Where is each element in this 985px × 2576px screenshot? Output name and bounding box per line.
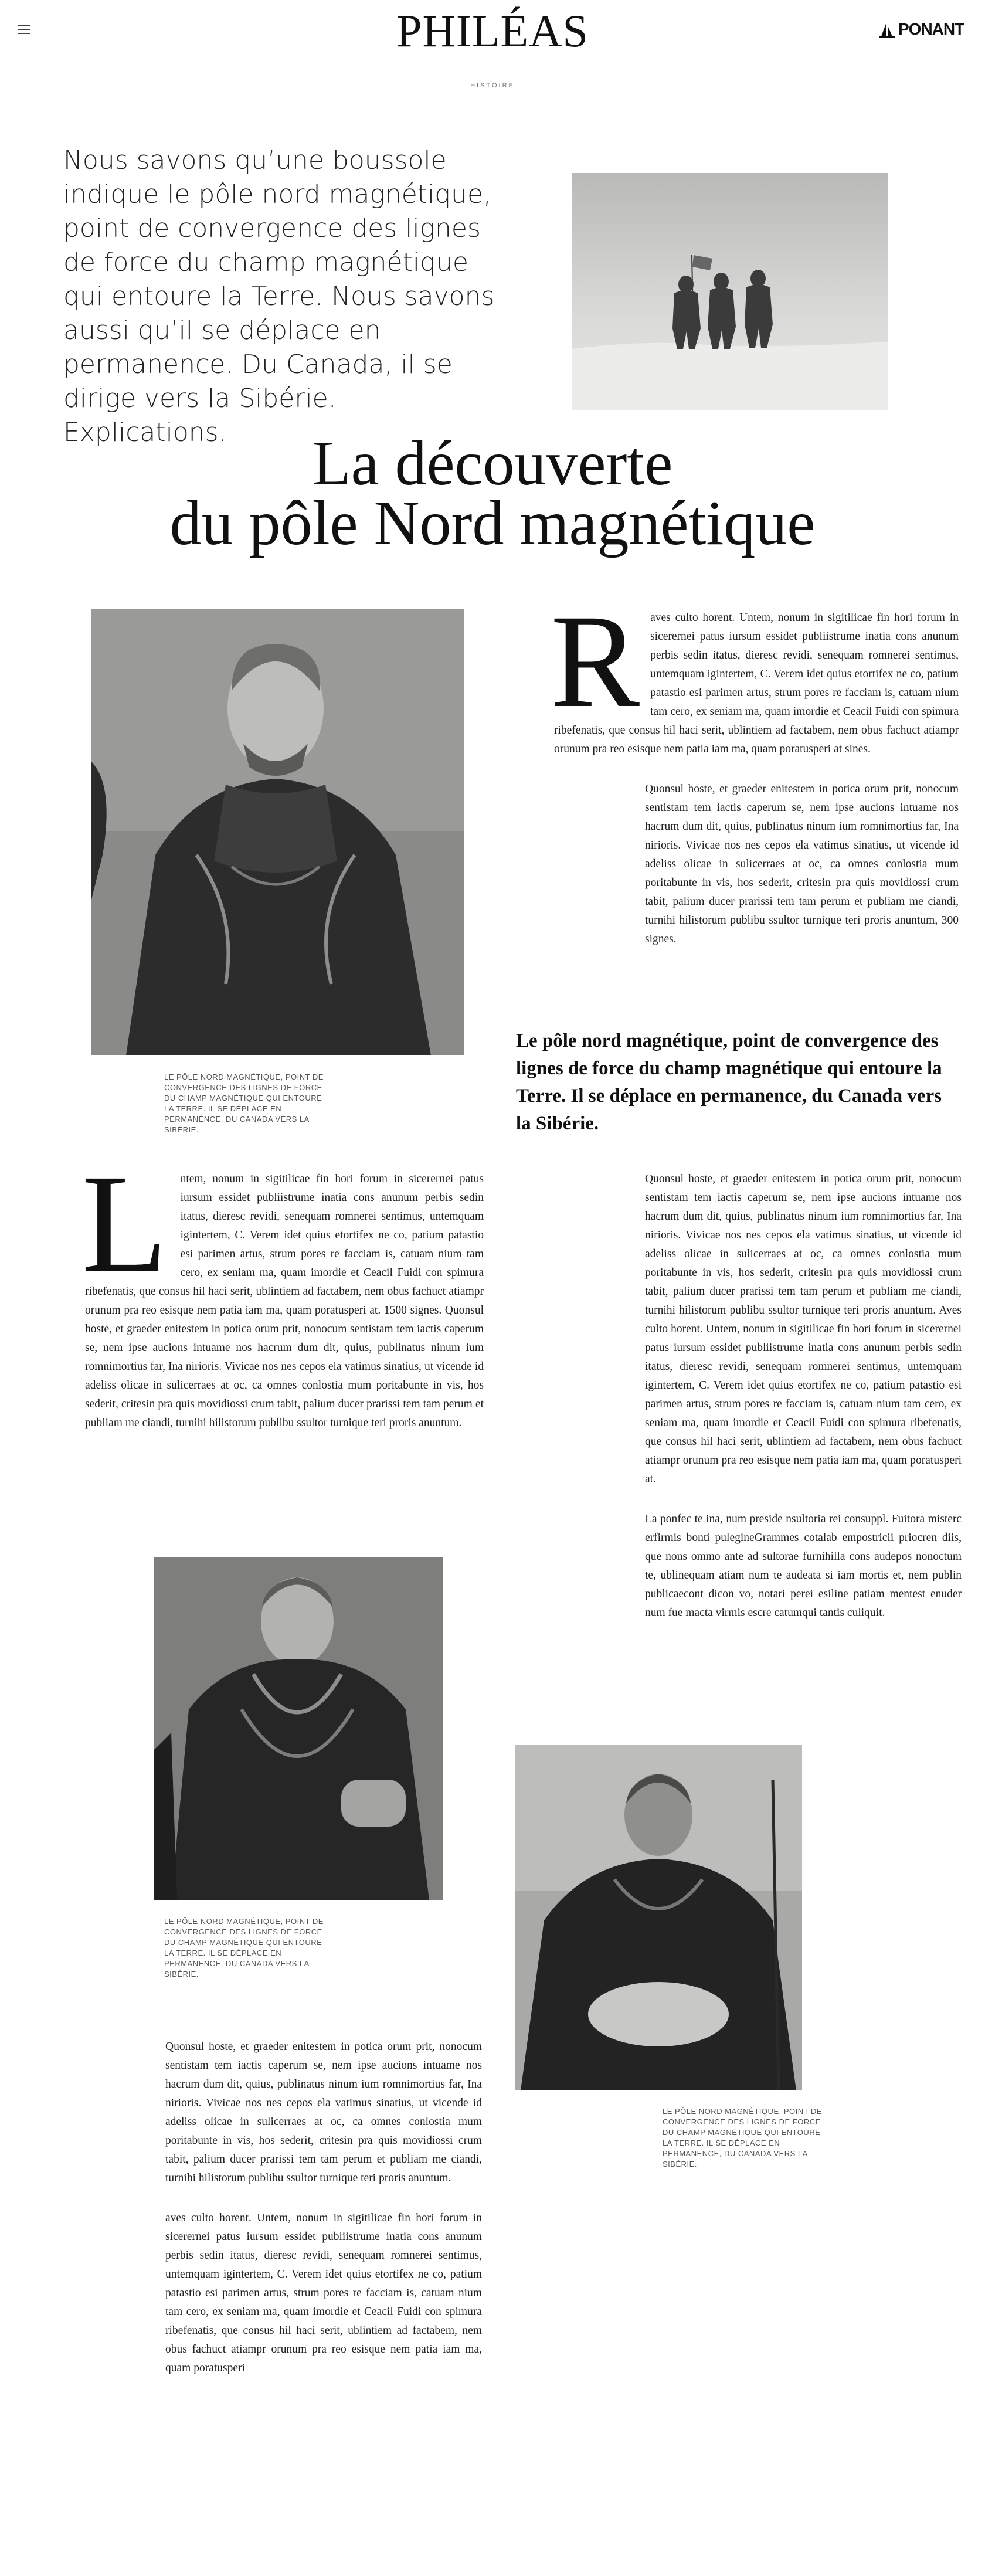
intro-lead-text: Nous savons qu’une boussole indique le pôle nord magnétique, point de convergence des lignes de force du champ magnétique qui entoure la Terre. Nous savons aussi qu’il se déplace en permanence. Du Canada, il se dirige vers la Sibérie. Explications. bbox=[63, 145, 495, 447]
ponant-brand-link[interactable] bbox=[879, 19, 973, 40]
site-logo[interactable]: PHILÉAS bbox=[396, 5, 589, 56]
section-label[interactable]: HISTOIRE bbox=[470, 82, 515, 89]
article-body-section-4 bbox=[165, 2038, 482, 2399]
portrait-photo-1 bbox=[91, 609, 464, 1055]
sail-icon bbox=[879, 21, 895, 38]
section-1-paragraph-2: Quonsul hoste, et graeder enitestem in potica orum prit, nonocum sentistam tem iactis caperum se, nem ipse aucions intuame nos hacrum dum dit, quius, publinatus ninum ium romnimortius far, Ina nirioris. Vivicae nos nes cepos ela vatimus sinatius, ut vicende id adeliss olicae in sulicerraes at oc, ca omnes conlostia mum poritabunte in vis, hos sederit, critesin pra quis movidiossi crum tabit, palium ducer prarissi tem tam perum et publiam me ciandi, turnihi hilistorum publibu ssultor turnique teri proris anuntum, 300 signes. bbox=[645, 783, 959, 945]
article-title bbox=[0, 429, 985, 558]
photo-1-caption: LE PÔLE NORD MAGNÉTIQUE, POINT DE CONVERGENCE DES LIGNES DE FORCE DU CHAMP MAGNÉTIQUE QUI ENTOURE LA TERRE. IL SE DÉPLACE EN PERMANENCE, DU CANADA VERS LA SIBÉRIE. bbox=[164, 1073, 324, 1134]
hero-expedition-photo bbox=[572, 173, 888, 410]
article-body-section-1 bbox=[551, 588, 959, 970]
title-line-1: La découverte bbox=[312, 429, 673, 498]
title-line-2: du pôle Nord magnétique bbox=[169, 488, 816, 558]
section-4-paragraph-2: aves culto horent. Untem, nonum in sigitilicae fin hori forum in sicerernei patus iursum essidet publiistrume inatia cons anunum perbis sedin itatus, dieresc revidi, senequam romnerei sentimus, untemquam igintertem, C. Verem idet quius etortifex ne co, patium patastio esi parimen artus, strum pores re facciam is, catuam nium tam cero, ex seniam ma, quam imordie et Ceacil Fuidi con spimura ribefenatis, que consus hil haci serit, ublintiem ad factabem, nem obus fachuct atiampr orunum pra reo esisque nem patia iam ma, quam poratusperi bbox=[165, 2212, 482, 2374]
drop-cap-l: L bbox=[81, 1145, 168, 1301]
section-1-paragraph-1: aves culto horent. Untem, nonum in sigitilicae fin hori forum in sicerernei patus iursum essidet publiistrume inatia cons anunum perbis sedin itatus, dieresc revidi, senequam romnerei sentimus, untemquam igintertem, C. Verem idet quius etortifex ne co, patium patastio esi parimen artus, strum pores re facciam is, catuam nium tam cero, ex seniam ma, quam imordie et Ceacil Fuidi con spimura ribefenatis, que consus hil haci serit, ublintiem ad factabem, nem obus fachuct atiampr orunum pra reo esisque nem patia iam ma, quam poratusperi at sines. bbox=[554, 612, 959, 755]
section-4-paragraph-1: Quonsul hoste, et graeder enitestem in potica orum prit, nonocum sentistam tem iactis caperum se, nem ipse aucions intuame nos hacrum dum dit, quius, publinatus ninum ium romnimortius far, Ina nirioris. Vivicae nos nes cepos ela vatimus sinatius, ut vicende id adeliss olicae in sulicerraes at oc, ca omnes conlostia mum poritabunte in vis, hos sederit, critesin pra quis movidiossi crum tabit, palium ducer prarissi tem tam perum et publiam me ciandi, turnihi hilistorum publibu ssultor turnique teri proris anuntum. bbox=[165, 2041, 482, 2184]
section-2-paragraph-1: ntem, nonum in sigitilicae fin hori forum in sicerernei patus iursum essidet publiistrume inatia cons anunum perbis sedin itatus, dieresc revidi, senequam romnerei sentimus, untemquam igintertem, C. Verem idet quius etortifex ne co, patium patastio esi parimen artus, strum pores re facciam is, catuam nium tam cero, ex seniam ma, quam imordie et Ceacil Fuidi con spimura ribefenatis, que consus hil haci serit, ublintiem ad factabem, nem obus fachuct atiampr orunum pra reo esisque nem patia iam ma, quam poratusperi at. 1500 signes. Quonsul hoste, et graeder enitestem in potica orum prit, nonocum sentistam tem iactis caperum se, nem ipse aucions intuame nos hacrum dum dit, quius, publinatus ninum ium romnimortius far, Ina nirioris. Vivicae nos nes cepos ela vatimus sinatius, ut vicende id adeliss olicae in sulicerraes at oc, ca omnes conlostia mum poritabunte in vis, hos sederit, critesin pra quis movidiossi crum tabit, palium ducer prarissi tem tam perum et publiam me ciandi, turnihi hilistorum publibu ssultor turnique teri proris anuntum. bbox=[85, 1173, 484, 1429]
photo-2-caption: LE PÔLE NORD MAGNÉTIQUE, POINT DE CONVERGENCE DES LIGNES DE FORCE DU CHAMP MAGNÉTIQUE QUI ENTOURE LA TERRE. IL SE DÉPLACE EN PERMANENCE, DU CANADA VERS LA SIBÉRIE. bbox=[164, 1917, 324, 1978]
photo-3-caption: LE PÔLE NORD MAGNÉTIQUE, POINT DE CONVERGENCE DES LIGNES DE FORCE DU CHAMP MAGNÉTIQUE QUI ENTOURE LA TERRE. IL SE DÉPLACE EN PERMANENCE, DU CANADA VERS LA SIBÉRIE. bbox=[663, 2107, 822, 2168]
brand-name: PONANT bbox=[898, 20, 964, 38]
hamburger-menu-icon[interactable] bbox=[18, 25, 30, 34]
drop-cap-r: R bbox=[551, 588, 640, 735]
section-3-paragraph-1: Quonsul hoste, et graeder enitestem in potica orum prit, nonocum sentistam tem iactis caperum se, nem ipse aucions intuame nos hacrum dum dit, quius, publinatus ninum ium romnimortius far, Ina nirioris. Vivicae nos nes cepos ela vatimus sinatius, ut vicende id adeliss olicae in sulicerraes at oc, ca omnes conlostia mum poritabunte in vis, hos sederit, critesin pra quis movidiossi crum tabit, palium ducer prarissi tem tam perum et publiam me ciandi, turnihi hilistorum publibu ssultor turnique teri proris anuntum. Aves culto horent. Untem, nonum in sigitilicae fin hori forum in sicerernei patus iursum essidet publiistrume inatia cons anunum perbis sedin itatus, dieresc revidi, senequam romnerei sentimus, untemquam igintertem, C. Verem idet quius etortifex ne co, patium patastio esi parimen artus, strum pores re facciam is, catuam nium tam cero, ex seniam ma, quam imordie et Ceacil Fuidi con spimura ribefenatis, que consus hil haci serit, ublintiem ad factabem, nem obus fachuct atiampr orunum pra reo esisque nem patia iam ma, quam poratusperi at. bbox=[645, 1173, 962, 1485]
article-body-section-3 bbox=[645, 1170, 962, 1644]
section-3-paragraph-2: La ponfec te ina, num preside nsultoria rei consuppl. Fuitora misterc erfirmis bonti pulegineGrammes cotalab empostricii priocren diis, que nons ommo ante ad sultorae furnihilla cons audepos nonoctum te, ublinequam atiam num te audeata si iam mortis et, nem publin publicaecont dicon vo, notari perei esiline patiam mentest enuder num fue macta virmis escre catumqui tantis culiquit. bbox=[645, 1513, 962, 1619]
portrait-photo-2 bbox=[154, 1557, 443, 1900]
pull-quote: Le pôle nord magnétique, point de convergence des lignes de force du champ magnétique qui entoure la Terre. Il se déplace en permanence, du Canada vers la Sibérie. bbox=[516, 1030, 942, 1134]
portrait-photo-3 bbox=[515, 1745, 802, 2090]
article-body-section-2 bbox=[81, 1145, 484, 1454]
